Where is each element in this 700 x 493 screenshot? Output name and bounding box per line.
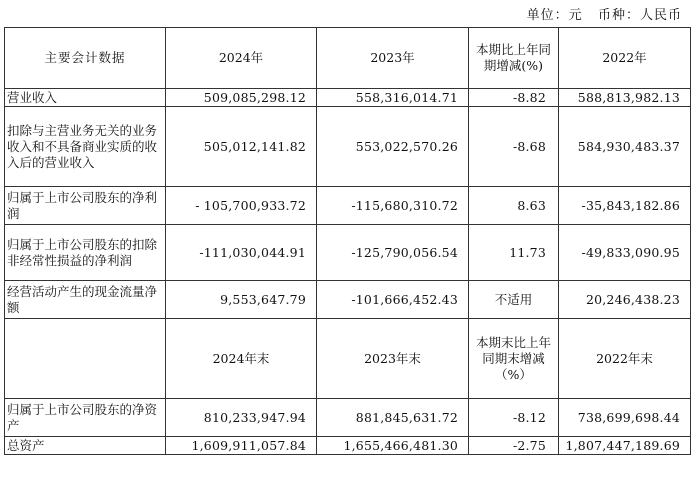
value-2023: -115,680,310.72	[317, 187, 469, 225]
table-row	[5, 399, 691, 437]
table-header-row	[5, 28, 691, 89]
value-2024: 9,553,647.79	[166, 281, 317, 319]
value-2024-end: 1,609,911,057.84	[166, 437, 317, 455]
value-2023: -125,790,056.54	[317, 225, 469, 281]
value-2022-end: 1,807,447,189.69	[559, 437, 691, 455]
value-2023-end: 881,845,631.72	[317, 399, 469, 437]
value-2022: 20,246,438.23	[559, 281, 691, 319]
value-2023: 558,316,014.71	[317, 89, 469, 107]
table-row	[5, 107, 691, 187]
value-2024: - 105,700,933.72	[166, 187, 317, 225]
currency-unit-note: 单位：元 币种：人民币	[526, 8, 682, 23]
value-period-end-change: -2.75	[469, 437, 559, 455]
row-label: 归属于上市公司股东的净利润	[5, 187, 166, 225]
row-label: 归属于上市公司股东的净资产	[5, 399, 166, 437]
header-item-label: 主要会计数据	[5, 28, 166, 89]
value-yoy-change: -8.68	[469, 107, 559, 187]
value-2022-end: 738,699,698.44	[559, 399, 691, 437]
header-2024: 2024年	[166, 28, 317, 89]
value-2024-end: 810,233,947.94	[166, 399, 317, 437]
value-2022: 588,813,982.13	[559, 89, 691, 107]
header-2023-end: 2023年末	[317, 319, 469, 399]
row-label: 扣除与主营业务无关的业务收入和不具备商业实质的收入后的营业收入	[5, 107, 166, 187]
table-row	[5, 281, 691, 319]
row-label: 归属于上市公司股东的扣除非经常性损益的净利润	[5, 225, 166, 281]
table-row	[5, 187, 691, 225]
value-2023: 553,022,570.26	[317, 107, 469, 187]
value-yoy-change: 不适用	[469, 281, 559, 319]
value-2022: -35,843,182.86	[559, 187, 691, 225]
header-2022-end: 2022年末	[559, 319, 691, 399]
table-row	[5, 437, 691, 455]
value-2024: 509,085,298.12	[166, 89, 317, 107]
row-label: 经营活动产生的现金流量净额	[5, 281, 166, 319]
value-2023-end: 1,655,466,481.30	[317, 437, 469, 455]
subheader-item-label	[5, 319, 166, 399]
value-2022: -49,833,090.95	[559, 225, 691, 281]
value-period-end-change: -8.12	[469, 399, 559, 437]
value-2022: 584,930,483.37	[559, 107, 691, 187]
header-yoy-change: 本期比上年同期增减(%)	[469, 28, 559, 89]
header-period-end-change: 本期末比上年同期末增减（%）	[469, 319, 559, 399]
value-yoy-change: 11.73	[469, 225, 559, 281]
header-2023: 2023年	[317, 28, 469, 89]
value-2023: -101,666,452.43	[317, 281, 469, 319]
value-yoy-change: -8.82	[469, 89, 559, 107]
value-2024: -111,030,044.91	[166, 225, 317, 281]
table-row	[5, 89, 691, 107]
key-accounting-data-table	[4, 27, 691, 455]
table-row	[5, 225, 691, 281]
table-subheader-row	[5, 319, 691, 399]
value-2024: 505,012,141.82	[166, 107, 317, 187]
row-label: 总资产	[5, 437, 166, 455]
header-2022: 2022年	[559, 28, 691, 89]
row-label: 营业收入	[5, 89, 166, 107]
value-yoy-change: 8.63	[469, 187, 559, 225]
header-2024-end: 2024年末	[166, 319, 317, 399]
